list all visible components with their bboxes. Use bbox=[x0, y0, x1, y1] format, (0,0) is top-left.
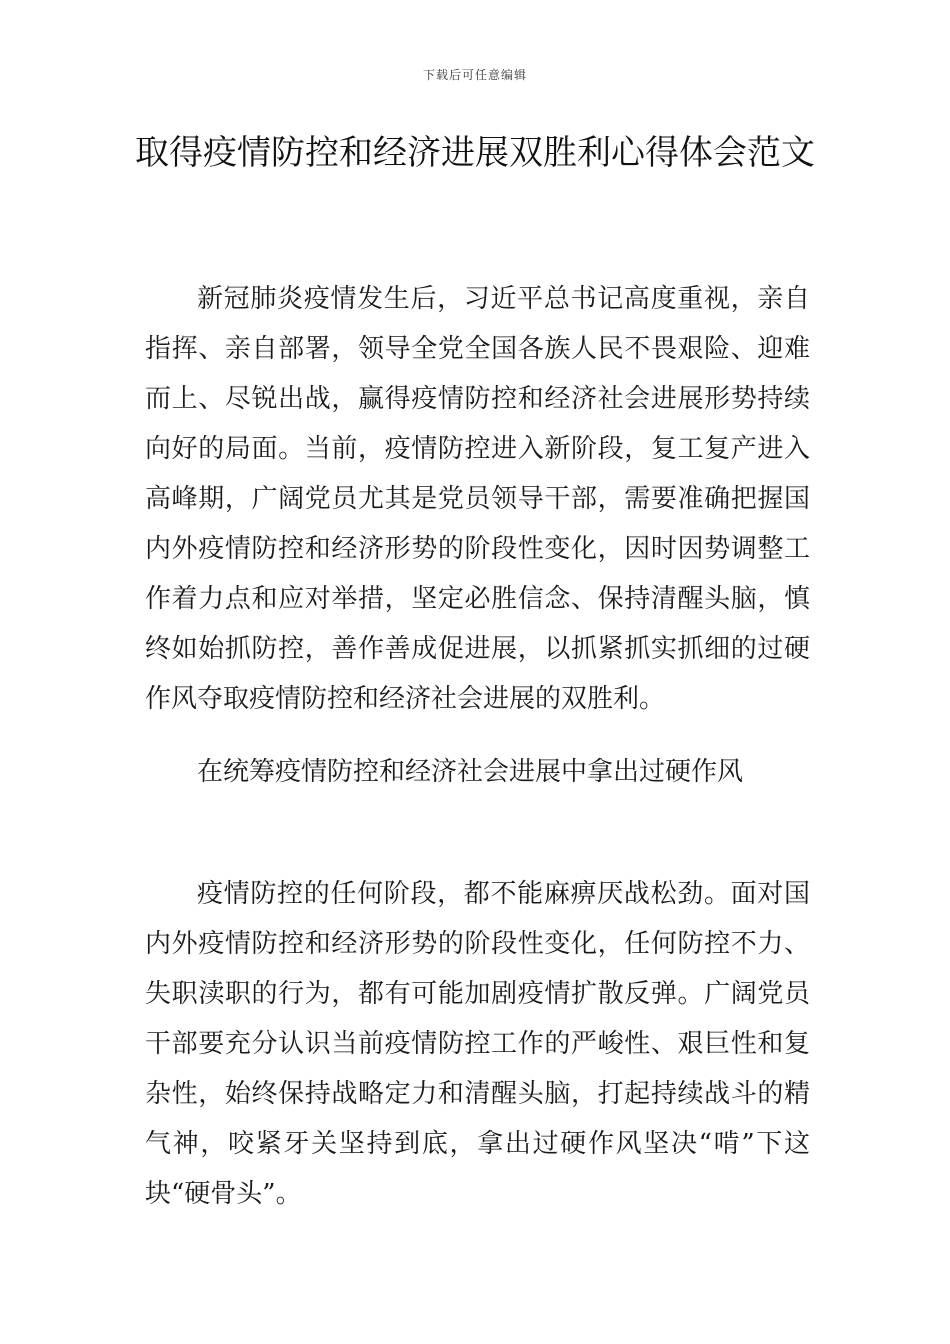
section-heading: 在统筹疫情防控和经济社会进展中拿出过硬作风 bbox=[197, 757, 744, 787]
document-title: 取得疫情防控和经济进展双胜利心得体会范文 bbox=[135, 133, 815, 173]
header-note: 下载后可任意编辑 bbox=[422, 68, 527, 82]
paragraph-intro: 新冠肺炎疫情发生后，习近平总书记高度重视，亲自指挥、亲自部署，领导全党全国各族人民不畏艰险、迎难而上、尽锐出战，赢得疫情防控和经济社会进展形势持续向好的局面。当前，疫情防控进入新阶段，复工复产进入高峰期，广阔党员尤其是党员领导干部，需要准确把握国内外疫情防控和经济形势的阶段性变化，因时因势调整工作着力点和应对举措，坚定必胜信念、保持清醒头脑，慎终如始抓防控，善作善成促进展，以抓紧抓实抓细的过硬作风夺取疫情防控和经济社会进展的双胜利。 bbox=[145, 284, 810, 714]
paragraph-body: 疫情防控的任何阶段，都不能麻痹厌战松劲。面对国内外疫情防控和经济形势的阶段性变化，任何防控不力、失职渎职的行为，都有可能加剧疫情扩散反弹。广阔党员干部要充分认识当前疫情防控工作的严峻性、艰巨性和复杂性，始终保持战略定力和清醒头脑，打起持续战斗的精气神，咬紧牙关坚持到底，拿出过硬作风坚决“啃”下这块“硬骨头”。 bbox=[145, 879, 810, 1209]
